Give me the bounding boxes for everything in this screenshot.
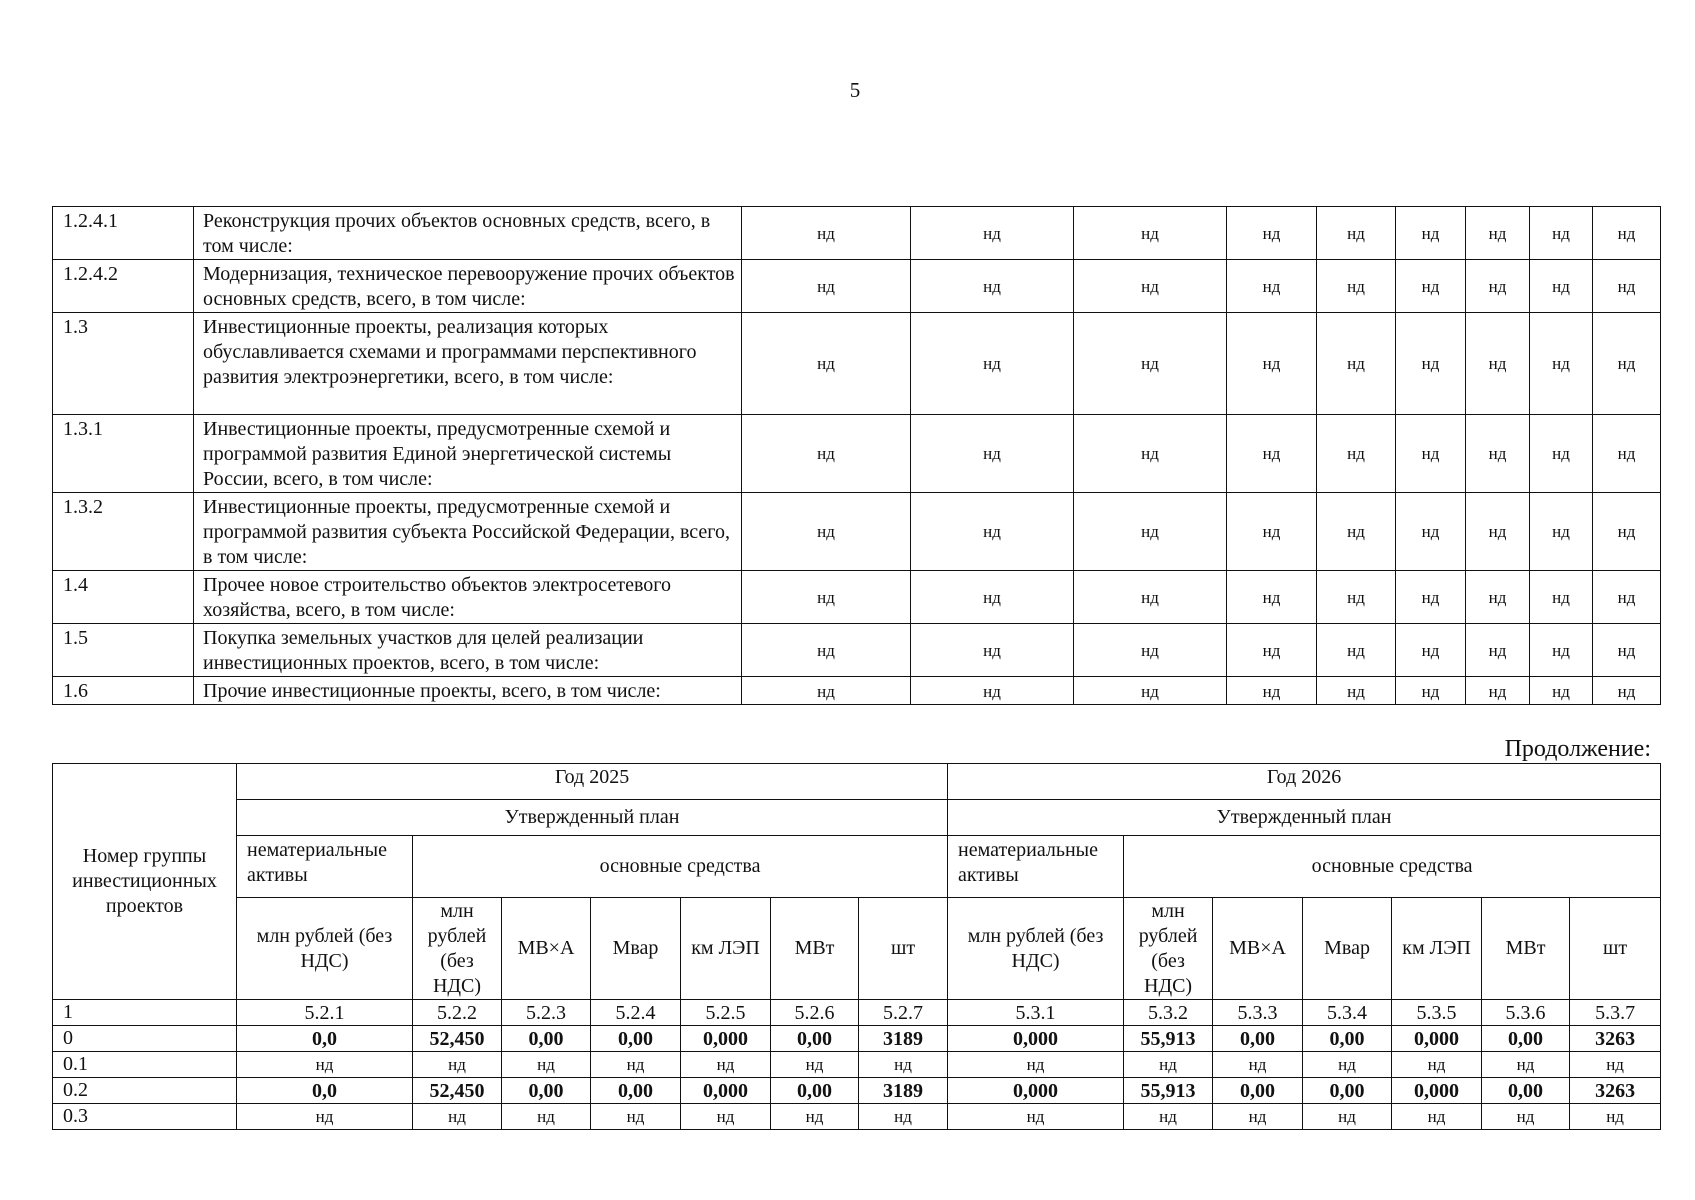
column-number: 5.2.7: [859, 1000, 948, 1026]
unit-header: МВ×А: [1213, 898, 1303, 1000]
value-cell: нд: [1213, 1104, 1303, 1130]
row-name: Модернизация, техническое перевооружение прочих объектов основных средств, всего, в том числе:: [194, 260, 742, 313]
row-code: 0.3: [53, 1104, 237, 1130]
value-cell: нд: [911, 571, 1074, 624]
value-cell: нд: [1227, 493, 1317, 571]
value-cell: нд: [1530, 624, 1593, 677]
value-cell: нд: [502, 1052, 591, 1078]
value-cell: нд: [771, 1104, 859, 1130]
table-row: [53, 677, 1661, 705]
unit-header: млн рублей (без НДС): [948, 898, 1124, 1000]
value-cell: нд: [1392, 1104, 1482, 1130]
value-cell: нд: [1570, 1052, 1661, 1078]
value-cell: нд: [1074, 313, 1227, 415]
value-cell: нд: [1396, 571, 1466, 624]
row-code: 0: [53, 1026, 237, 1052]
value-cell: нд: [1396, 677, 1466, 705]
column-number: 5.3.5: [1392, 1000, 1482, 1026]
value-cell: нд: [1466, 415, 1530, 493]
value-cell: нд: [591, 1104, 681, 1130]
unit-header: млн рублей (без НДС): [237, 898, 413, 1000]
table-row: [53, 1078, 1661, 1104]
table-row: [53, 207, 1661, 260]
table-row: [53, 571, 1661, 624]
value-cell: нд: [1074, 677, 1227, 705]
plan-2025-header: Утвержденный план: [237, 800, 948, 836]
value-cell: нд: [1593, 624, 1661, 677]
row-name: Прочие инвестиционные проекты, всего, в том числе:: [194, 677, 742, 705]
unit-header: млн рублей (без НДС): [1124, 898, 1213, 1000]
value-cell: 0,00: [1303, 1078, 1392, 1104]
value-cell: нд: [1396, 207, 1466, 260]
value-cell: 0,00: [502, 1078, 591, 1104]
unit-header: МВ×А: [502, 898, 591, 1000]
value-cell: нд: [1317, 493, 1396, 571]
unit-header: МВт: [771, 898, 859, 1000]
value-cell: 0,000: [681, 1078, 771, 1104]
value-cell: нд: [1227, 571, 1317, 624]
value-cell: нд: [1303, 1104, 1392, 1130]
value-cell: нд: [1227, 624, 1317, 677]
value-cell: нд: [1392, 1052, 1482, 1078]
column-number: 5.3.6: [1482, 1000, 1570, 1026]
value-cell: нд: [1396, 260, 1466, 313]
table-row: [53, 1026, 1661, 1052]
value-cell: нд: [1317, 415, 1396, 493]
value-cell: 55,913: [1124, 1026, 1213, 1052]
column-number: 5.2.5: [681, 1000, 771, 1026]
value-cell: нд: [1530, 415, 1593, 493]
value-cell: нд: [911, 260, 1074, 313]
unit-header: млн рублей (без НДС): [413, 898, 502, 1000]
value-cell: нд: [1317, 313, 1396, 415]
value-cell: нд: [1530, 313, 1593, 415]
value-cell: нд: [948, 1104, 1124, 1130]
value-cell: нд: [742, 415, 911, 493]
value-cell: 52,450: [413, 1078, 502, 1104]
value-cell: нд: [1227, 207, 1317, 260]
value-cell: нд: [1482, 1052, 1570, 1078]
value-cell: нд: [1530, 207, 1593, 260]
value-cell: нд: [1530, 677, 1593, 705]
table-row: [53, 260, 1661, 313]
value-cell: нд: [1317, 571, 1396, 624]
investment-projects-table-top: [52, 206, 1661, 705]
group-number-header: Номер группы инвестиционных проектов: [53, 764, 237, 1000]
value-cell: 0,000: [1392, 1078, 1482, 1104]
value-cell: нд: [1482, 1104, 1570, 1130]
value-cell: нд: [1124, 1052, 1213, 1078]
value-cell: 0,00: [771, 1078, 859, 1104]
row-code: 1.3.1: [53, 415, 194, 493]
value-cell: нд: [859, 1052, 948, 1078]
value-cell: 0,000: [681, 1026, 771, 1052]
value-cell: нд: [1317, 677, 1396, 705]
value-cell: нд: [1530, 493, 1593, 571]
value-cell: нд: [911, 415, 1074, 493]
value-cell: нд: [1466, 677, 1530, 705]
value-cell: нд: [237, 1052, 413, 1078]
value-cell: 0,00: [1482, 1078, 1570, 1104]
fixed-assets-2025-header: основные средства: [413, 836, 948, 898]
value-cell: нд: [1530, 260, 1593, 313]
table-row: [53, 415, 1661, 493]
column-number: 5.3.2: [1124, 1000, 1213, 1026]
value-cell: 0,00: [771, 1026, 859, 1052]
table-row: [53, 313, 1661, 415]
value-cell: нд: [1466, 571, 1530, 624]
value-cell: нд: [681, 1052, 771, 1078]
value-cell: нд: [237, 1104, 413, 1130]
value-cell: 3189: [859, 1026, 948, 1052]
value-cell: 0,000: [948, 1026, 1124, 1052]
table-row: [53, 1104, 1661, 1130]
value-cell: нд: [1074, 624, 1227, 677]
value-cell: нд: [591, 1052, 681, 1078]
value-cell: нд: [1396, 624, 1466, 677]
value-cell: 3263: [1570, 1026, 1661, 1052]
value-cell: нд: [681, 1104, 771, 1130]
value-cell: нд: [1227, 313, 1317, 415]
value-cell: 0,000: [1392, 1026, 1482, 1052]
unit-header: шт: [1570, 898, 1661, 1000]
value-cell: нд: [911, 313, 1074, 415]
year-2025-header: Год 2025: [237, 764, 948, 800]
value-cell: нд: [742, 313, 911, 415]
column-number: 1: [53, 1000, 237, 1026]
value-cell: 0,00: [591, 1078, 681, 1104]
value-cell: 0,00: [1303, 1026, 1392, 1052]
value-cell: нд: [742, 493, 911, 571]
value-cell: 0,000: [948, 1078, 1124, 1104]
column-number: 5.3.4: [1303, 1000, 1392, 1026]
value-cell: нд: [1593, 677, 1661, 705]
value-cell: 3189: [859, 1078, 948, 1104]
row-code: 1.2.4.2: [53, 260, 194, 313]
value-cell: нд: [1593, 571, 1661, 624]
value-cell: 55,913: [1124, 1078, 1213, 1104]
row-code: 1.5: [53, 624, 194, 677]
value-cell: нд: [911, 624, 1074, 677]
value-cell: нд: [1227, 677, 1317, 705]
column-number: 5.2.2: [413, 1000, 502, 1026]
value-cell: нд: [1396, 493, 1466, 571]
column-number: 5.2.6: [771, 1000, 859, 1026]
column-number: 5.2.4: [591, 1000, 681, 1026]
value-cell: 52,450: [413, 1026, 502, 1052]
value-cell: нд: [1303, 1052, 1392, 1078]
value-cell: нд: [911, 677, 1074, 705]
value-cell: нд: [1074, 207, 1227, 260]
table-row: [53, 624, 1661, 677]
row-code: 1.6: [53, 677, 194, 705]
year-2026-header: Год 2026: [948, 764, 1661, 800]
value-cell: нд: [1074, 415, 1227, 493]
value-cell: нд: [1074, 260, 1227, 313]
value-cell: нд: [1466, 260, 1530, 313]
value-cell: нд: [948, 1052, 1124, 1078]
row-name: Инвестиционные проекты, реализация которых обуславливается схемами и программами перспективного развития электроэнергетики, всего, в том числе:: [194, 313, 742, 415]
value-cell: нд: [1593, 415, 1661, 493]
value-cell: 0,00: [502, 1026, 591, 1052]
table-row: [53, 1052, 1661, 1078]
row-name: Реконструкция прочих объектов основных средств, всего, в том числе:: [194, 207, 742, 260]
row-code: 1.2.4.1: [53, 207, 194, 260]
unit-header: МВт: [1482, 898, 1570, 1000]
value-cell: нд: [1074, 493, 1227, 571]
row-code: 1.3: [53, 313, 194, 415]
fixed-assets-2026-header: основные средства: [1124, 836, 1661, 898]
value-cell: нд: [1570, 1104, 1661, 1130]
column-number: 5.2.3: [502, 1000, 591, 1026]
value-cell: нд: [911, 207, 1074, 260]
value-cell: нд: [1530, 571, 1593, 624]
value-cell: нд: [1074, 571, 1227, 624]
value-cell: нд: [742, 624, 911, 677]
row-name: Покупка земельных участков для целей реализации инвестиционных проектов, всего, в том числе:: [194, 624, 742, 677]
value-cell: нд: [1466, 313, 1530, 415]
value-cell: нд: [1593, 313, 1661, 415]
value-cell: 0,00: [1482, 1026, 1570, 1052]
value-cell: нд: [1396, 313, 1466, 415]
row-name: Прочее новое строительство объектов электросетевого хозяйства, всего, в том числе:: [194, 571, 742, 624]
row-code: 1.4: [53, 571, 194, 624]
continuation-label: Продолжение:: [1504, 736, 1651, 762]
value-cell: нд: [1124, 1104, 1213, 1130]
value-cell: нд: [413, 1104, 502, 1130]
row-code: 1.3.2: [53, 493, 194, 571]
value-cell: 3263: [1570, 1078, 1661, 1104]
value-cell: 0,00: [1213, 1078, 1303, 1104]
value-cell: нд: [771, 1052, 859, 1078]
investment-projects-table-bottom: [52, 763, 1661, 1130]
value-cell: нд: [1317, 624, 1396, 677]
row-code: 0.1: [53, 1052, 237, 1078]
intangible-assets-2025-header: нематериальные активы: [237, 836, 413, 898]
unit-header: Мвар: [1303, 898, 1392, 1000]
value-cell: нд: [1213, 1052, 1303, 1078]
value-cell: нд: [413, 1052, 502, 1078]
column-number: 5.3.1: [948, 1000, 1124, 1026]
value-cell: 0,0: [237, 1078, 413, 1104]
value-cell: нд: [1317, 207, 1396, 260]
column-number-row: [53, 1000, 1661, 1026]
value-cell: нд: [1466, 624, 1530, 677]
unit-header: Мвар: [591, 898, 681, 1000]
intangible-assets-2026-header: нематериальные активы: [948, 836, 1124, 898]
value-cell: нд: [1466, 207, 1530, 260]
unit-header: км ЛЭП: [1392, 898, 1482, 1000]
value-cell: нд: [911, 493, 1074, 571]
value-cell: нд: [742, 571, 911, 624]
value-cell: нд: [502, 1104, 591, 1130]
table-row: [53, 493, 1661, 571]
value-cell: нд: [1593, 207, 1661, 260]
plan-2026-header: Утвержденный план: [948, 800, 1661, 836]
value-cell: нд: [859, 1104, 948, 1130]
value-cell: нд: [1466, 493, 1530, 571]
page-number: 5: [849, 78, 861, 102]
column-number: 5.3.3: [1213, 1000, 1303, 1026]
value-cell: нд: [1593, 260, 1661, 313]
value-cell: нд: [1227, 415, 1317, 493]
value-cell: нд: [742, 677, 911, 705]
row-name: Инвестиционные проекты, предусмотренные схемой и программой развития субъекта Российской Федерации, всего, в том числе:: [194, 493, 742, 571]
value-cell: 0,00: [591, 1026, 681, 1052]
column-number: 5.2.1: [237, 1000, 413, 1026]
unit-header: км ЛЭП: [681, 898, 771, 1000]
row-name: Инвестиционные проекты, предусмотренные схемой и программой развития Единой энергетической системы России, всего, в том числе:: [194, 415, 742, 493]
value-cell: нд: [742, 260, 911, 313]
unit-header: шт: [859, 898, 948, 1000]
value-cell: нд: [1396, 415, 1466, 493]
value-cell: нд: [742, 207, 911, 260]
value-cell: нд: [1227, 260, 1317, 313]
value-cell: 0,0: [237, 1026, 413, 1052]
row-code: 0.2: [53, 1078, 237, 1104]
value-cell: нд: [1317, 260, 1396, 313]
column-number: 5.3.7: [1570, 1000, 1661, 1026]
value-cell: нд: [1593, 493, 1661, 571]
value-cell: 0,00: [1213, 1026, 1303, 1052]
